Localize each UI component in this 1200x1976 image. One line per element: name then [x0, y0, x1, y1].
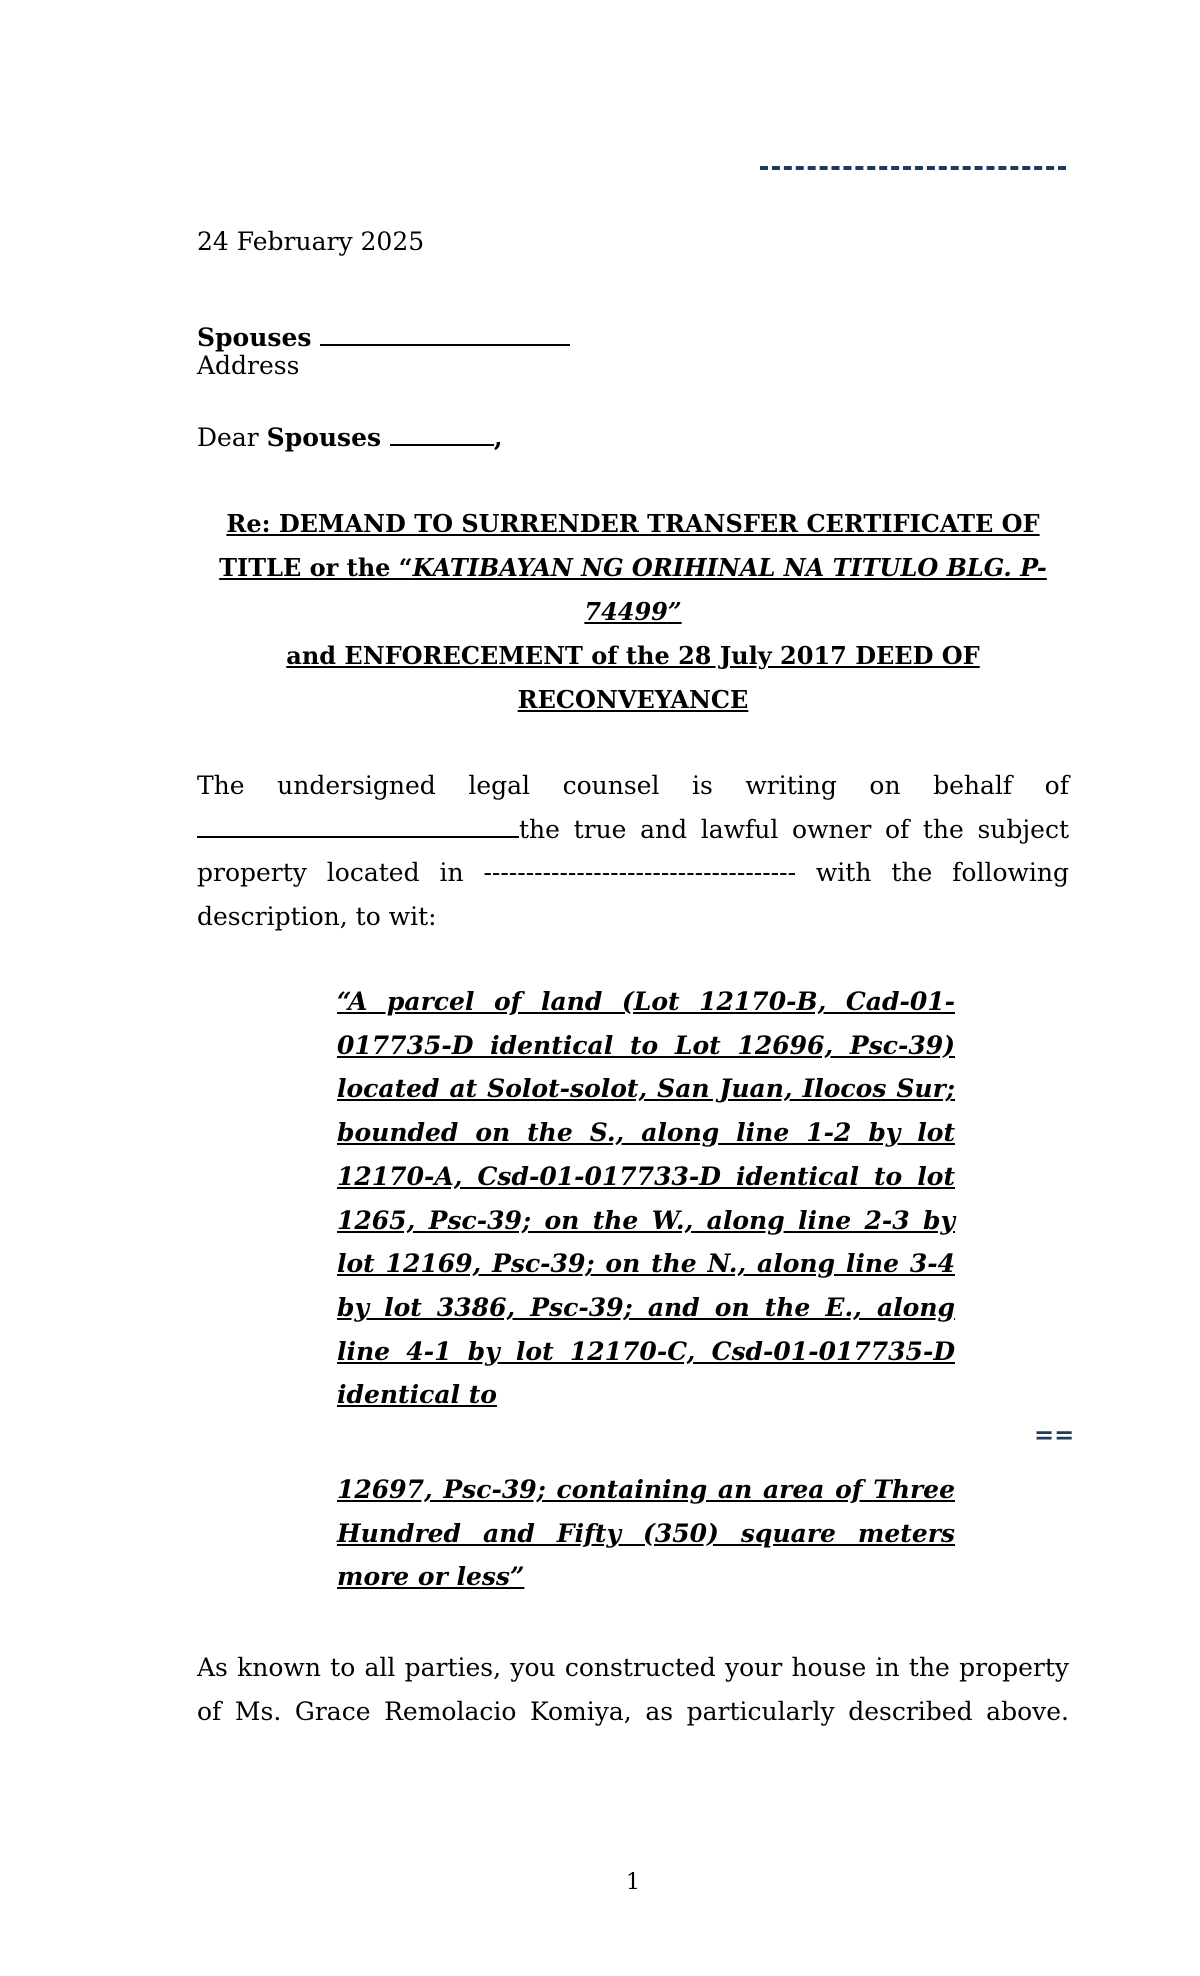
- salutation-name: Spouses: [266, 423, 382, 452]
- subject-line2: and ENFORECEMENT of the 28 July 2017 DEED OF RECONVEYANCE: [286, 641, 980, 714]
- property-description-quote: “A parcel of land (Lot 12170-B, Cad-01-017735-D identical to Lot 12696, Psc-39) located at Solot-solot, San Juan, Ilocos Sur; bounded on the S., along line 1-2 by lot 12170-A, Csd-01-017733-D identical to lot 1265, Psc-39; on the W., along line 2-3 by lot 12169, Psc-39; on the N., along line 3-4 by lot 3386, Psc-39; and on the E., along line 4-1 by lot 12170-C, Csd-01-017735-D identical to: [337, 987, 955, 1410]
- paragraph-2: As known to all parties, you constructed your house in the property of Ms. Grace Remolacio Komiya, as particularly described above.: [197, 1653, 1069, 1726]
- page-number: 1: [626, 1870, 640, 1895]
- salutation-blank: [390, 420, 494, 446]
- subject-title-italic: KATIBAYAN NG ORIHINAL NA TITULO BLG. P-74499: [412, 553, 1047, 626]
- salutation: [197, 416, 503, 459]
- client-name-blank: [197, 812, 519, 838]
- page-break-marker: ==: [1034, 1420, 1075, 1449]
- addressee-label: Spouses: [197, 323, 312, 352]
- top-dashed-rule: [760, 166, 1066, 170]
- subject-line1: Re: DEMAND TO SURRENDER TRANSFER CERTIFICATE OF TITLE or the “: [219, 509, 1040, 582]
- paragraph-1: [197, 764, 1069, 938]
- paragraph-1-rest: the true and lawful owner of the subject property located in ------------------------------------- with the following description, to wit:: [197, 814, 1069, 931]
- salutation-comma: ,: [493, 423, 503, 452]
- subject-line1-end: ”: [667, 597, 682, 626]
- addressee-blank: [320, 320, 570, 346]
- address-line: Address: [197, 351, 300, 380]
- salutation-prefix: Dear: [197, 423, 259, 452]
- paragraph-1-start: The undersigned legal counsel is writing on behalf of: [197, 771, 1069, 800]
- letter-date: 24 February 2025: [197, 227, 425, 256]
- property-description-quote-continued: 12697, Psc-39; containing an area of Three Hundred and Fifty (350) square meters more or less”: [337, 1475, 955, 1592]
- subject-heading: [197, 502, 1069, 722]
